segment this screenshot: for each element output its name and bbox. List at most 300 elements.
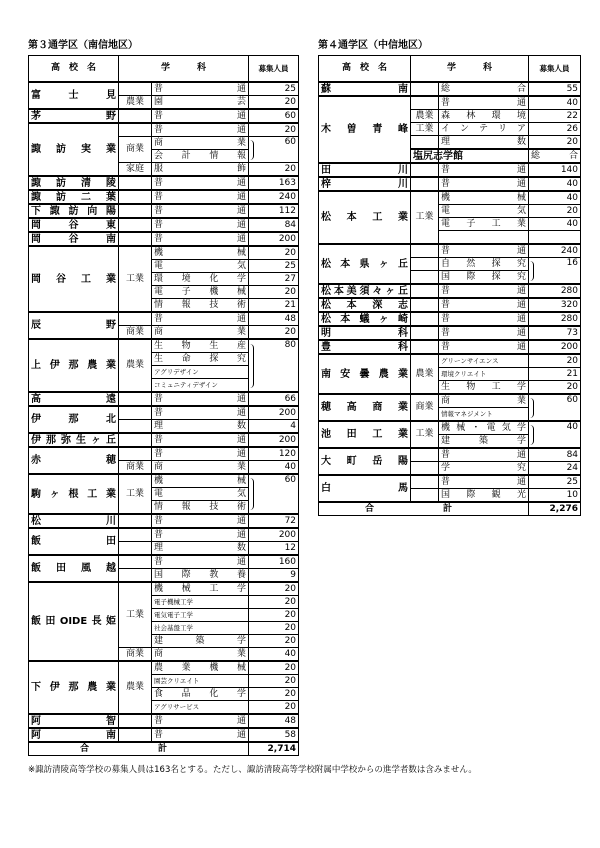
header-enrollment: 募集人員	[249, 56, 299, 83]
department-category: 農業	[119, 96, 152, 110]
enrollment-value: 120	[278, 448, 297, 459]
table-row	[319, 244, 581, 258]
subject-label: 商 業	[154, 648, 247, 659]
subject-name	[439, 462, 529, 476]
enrollment-value: 320	[560, 299, 579, 310]
department-category: 農業	[411, 354, 439, 394]
table-row	[29, 190, 299, 204]
subject-name	[152, 461, 249, 475]
subject-name	[439, 475, 529, 489]
total-row	[29, 742, 299, 756]
enrollment-count	[529, 354, 581, 368]
subject-label: 商 業	[154, 137, 247, 148]
subject-label: 普 通	[154, 313, 247, 324]
right-district-title: 第４通学区（中信地区）	[318, 40, 428, 51]
enrollment-count	[249, 433, 299, 447]
subject-label: 理 数	[441, 136, 527, 147]
enrollment-count	[249, 714, 299, 728]
department-category	[119, 433, 152, 447]
enrollment-count	[249, 447, 299, 461]
enrollment-count	[249, 312, 299, 326]
subject-label: 情報技術	[154, 501, 247, 512]
subject-name	[439, 421, 529, 435]
table-row	[319, 448, 581, 462]
table-row	[29, 728, 299, 742]
subject-name	[152, 582, 249, 596]
subject-label: 環境化学	[154, 273, 247, 284]
school-name: 松本蟻ヶ崎	[319, 312, 411, 326]
subject-label: 森林環境	[441, 110, 527, 121]
enrollment-value: 26	[566, 123, 579, 134]
school-name: 塩尻志学館	[411, 149, 439, 163]
subject-name	[439, 205, 529, 218]
subject-label: 普 通	[154, 529, 247, 540]
table-row	[29, 82, 299, 96]
subject-name	[439, 284, 529, 298]
enrollment-value: 40	[284, 461, 297, 472]
total-value: 2,276	[529, 502, 581, 516]
enrollment-count	[529, 448, 581, 462]
subject-name	[439, 340, 529, 354]
subject-label: 会計情報	[154, 150, 247, 161]
enrollment-value: 112	[278, 205, 297, 216]
department-category: 工業	[411, 123, 439, 136]
enrollment-count	[249, 246, 299, 260]
subject-name	[152, 96, 249, 110]
department-category	[119, 190, 152, 204]
subject-name	[152, 109, 249, 123]
enrollment-value: 200	[278, 434, 297, 445]
enrollment-value: 24	[566, 462, 579, 473]
department-category	[411, 82, 439, 96]
brace-mark	[529, 261, 534, 281]
enrollment-value: 40	[566, 422, 579, 432]
enrollment-value: 20	[284, 675, 297, 686]
enrollment-value: 20	[284, 583, 297, 594]
school-name: 梓川	[319, 177, 411, 191]
department-category	[411, 462, 439, 476]
enrollment-count	[529, 462, 581, 476]
table-row	[29, 109, 299, 123]
subject-label: 建 築 学	[441, 435, 527, 446]
table-row	[29, 661, 299, 675]
header-row	[29, 56, 299, 83]
enrollment-count	[249, 596, 299, 609]
subject-label: 生命探究	[154, 353, 247, 364]
enrollment-value: 27	[284, 273, 297, 284]
left-district-title: 第３通学区（南信地区）	[28, 40, 138, 51]
table-row	[29, 447, 299, 461]
enrollment-count	[249, 635, 299, 648]
left-district-table	[28, 55, 299, 756]
table-row	[319, 191, 581, 205]
table-row	[29, 555, 299, 569]
department-category	[411, 489, 439, 503]
table-row	[29, 339, 299, 353]
enrollment-count	[249, 339, 299, 392]
subject-name	[439, 489, 529, 503]
department-category: 家庭	[119, 163, 152, 177]
subject-name	[152, 609, 249, 622]
department-category	[119, 218, 152, 232]
department-category	[119, 109, 152, 123]
subject-label: 国際教養	[154, 569, 247, 580]
enrollment-value: 80	[284, 340, 297, 350]
right-district-table	[318, 55, 581, 516]
subject-label: 普 通	[154, 434, 247, 445]
brace-mark	[249, 344, 254, 388]
table-row	[319, 312, 581, 326]
subject-name	[152, 204, 249, 218]
enrollment-value: 20	[284, 247, 297, 258]
subject-label: 普 通	[154, 515, 247, 526]
department-category	[119, 514, 152, 528]
subject-label: 学 究	[441, 462, 527, 473]
table-row	[29, 582, 299, 596]
subject-name	[152, 339, 249, 353]
subject-name	[152, 137, 249, 150]
subject-label: 普 通	[154, 393, 247, 404]
school-name: 豊科	[319, 340, 411, 354]
subject-name	[152, 661, 249, 675]
subject-name	[152, 542, 249, 556]
school-name: 伊那北	[29, 406, 119, 433]
table-row	[319, 354, 581, 368]
subject-name	[152, 714, 249, 728]
subject-name	[152, 474, 249, 488]
enrollment-count	[529, 218, 581, 231]
table-row	[319, 96, 581, 110]
school-name: 松本工業	[319, 191, 411, 244]
subject-label: 普 通	[154, 83, 247, 94]
school-name: 赤穂	[29, 447, 119, 474]
enrollment-count	[529, 312, 581, 326]
department-category	[411, 177, 439, 191]
subject-name	[439, 218, 529, 231]
subject-label: 機械・電気学	[441, 422, 527, 433]
subject-label: アグリデザイン	[154, 367, 199, 376]
subject-name	[152, 622, 249, 635]
department-category: 工業	[119, 246, 152, 312]
subject-name	[439, 123, 529, 136]
enrollment-count	[249, 326, 299, 340]
enrollment-value: 240	[560, 245, 579, 256]
subject-name	[152, 218, 249, 232]
subject-name	[152, 150, 249, 163]
enrollment-value: 73	[566, 327, 579, 338]
subject-name	[152, 501, 249, 515]
subject-name	[152, 648, 249, 662]
subject-name	[439, 177, 529, 191]
department-category	[119, 204, 152, 218]
enrollment-count	[249, 190, 299, 204]
subject-label: 電 気	[441, 205, 527, 216]
school-name: 松川	[29, 514, 119, 528]
table-row	[319, 82, 581, 96]
school-name: 飯田	[29, 528, 119, 555]
department-category	[119, 82, 152, 96]
subject-label: グリーンサイエンス	[441, 356, 499, 365]
enrollment-value: 20	[284, 124, 297, 135]
subject-label: 生物生産	[154, 340, 247, 351]
subject-label: 普 通	[154, 124, 247, 135]
subject-name	[439, 191, 529, 205]
department-category: 農業	[119, 339, 152, 392]
subject-label: 農業機械	[154, 662, 247, 673]
subject-label: 普 通	[154, 556, 247, 567]
subject-label: 園芸クリエイト	[154, 676, 200, 685]
enrollment-count	[529, 326, 581, 340]
enrollment-count	[249, 82, 299, 96]
department-category	[119, 392, 152, 406]
enrollment-count	[249, 474, 299, 514]
school-name: 飯田OIDE長姫	[29, 582, 119, 661]
department-category: 商業	[119, 137, 152, 163]
enrollment-count	[249, 569, 299, 583]
subject-label: 商 業	[441, 395, 527, 406]
enrollment-count	[249, 514, 299, 528]
enrollment-count	[249, 420, 299, 434]
subject-label: 生物工学	[441, 381, 527, 392]
subject-name	[152, 299, 249, 313]
enrollment-value: 20	[284, 662, 297, 673]
subject-label: アグリサービス	[154, 702, 200, 711]
subject-name	[152, 675, 249, 688]
enrollment-count	[529, 340, 581, 354]
total-label: 合 計	[29, 742, 249, 756]
subject-label: 普 通	[154, 110, 247, 121]
subject-name	[439, 381, 529, 395]
enrollment-value: 21	[566, 368, 579, 379]
subject-label: 普 通	[154, 715, 247, 726]
enrollment-count	[529, 421, 581, 448]
enrollment-value: 200	[560, 341, 579, 352]
subject-name	[439, 231, 529, 245]
enrollment-value: 20	[284, 609, 297, 620]
brace-mark	[529, 398, 534, 418]
enrollment-count	[249, 688, 299, 701]
table-row	[319, 394, 581, 408]
subject-label: 国際観光	[441, 489, 527, 500]
brace-mark	[249, 140, 254, 160]
department-category	[119, 447, 152, 461]
subject-name	[439, 394, 529, 408]
subject-label: 園 芸	[154, 96, 247, 107]
subject-name	[152, 379, 249, 393]
department-category	[411, 340, 439, 354]
header-school: 高 校 名	[29, 56, 119, 83]
school-name: 蘇南	[319, 82, 411, 96]
subject-label: 普 通	[441, 313, 527, 324]
enrollment-value: 60	[284, 475, 297, 485]
subject-label: 自然探究	[441, 258, 527, 269]
enrollment-value: 20	[566, 205, 579, 216]
table-row	[29, 218, 299, 232]
enrollment-count	[529, 177, 581, 191]
enrollment-count	[249, 123, 299, 137]
school-name: 岡谷東	[29, 218, 119, 232]
enrollment-count	[529, 475, 581, 489]
school-name: 下諏訪向陽	[29, 204, 119, 218]
header-subject: 学 科	[119, 56, 249, 83]
table-row	[319, 421, 581, 435]
department-category: 工業	[411, 421, 439, 448]
department-category	[119, 420, 152, 434]
enrollment-count	[529, 244, 581, 258]
department-category	[119, 232, 152, 246]
subject-label: 電 気	[154, 260, 247, 271]
subject-name	[152, 260, 249, 273]
subject-name	[152, 326, 249, 340]
subject-label: 総 合	[531, 150, 579, 161]
table-row	[29, 474, 299, 488]
subject-label: 普 通	[154, 191, 247, 202]
school-name: 穂高商業	[319, 394, 411, 421]
department-category: 工業	[119, 474, 152, 514]
subject-label: 普 通	[154, 233, 247, 244]
school-name: 岡谷南	[29, 232, 119, 246]
subject-name	[152, 312, 249, 326]
enrollment-count	[249, 582, 299, 596]
enrollment-value: 200	[278, 233, 297, 244]
subject-label: 情報マネジメント	[441, 409, 493, 418]
department-category: 商業	[119, 648, 152, 662]
subject-name	[529, 149, 581, 163]
enrollment-value: 20	[284, 286, 297, 297]
subject-label: 国際探究	[441, 271, 527, 282]
subject-name	[439, 368, 529, 381]
enrollment-value: 20	[284, 96, 297, 107]
department-category: 工業	[119, 582, 152, 648]
subject-label: コミュニティデザイン	[154, 380, 218, 389]
department-category	[119, 542, 152, 556]
department-category	[411, 136, 439, 150]
department-category	[411, 271, 439, 285]
subject-name	[439, 258, 529, 271]
enrollment-value: 40	[566, 178, 579, 189]
enrollment-count	[249, 542, 299, 556]
table-row	[29, 232, 299, 246]
subject-label: 普 通	[441, 476, 527, 487]
school-name: 飯田風越	[29, 555, 119, 582]
subject-label: 普 通	[441, 449, 527, 460]
enrollment-count	[529, 284, 581, 298]
subject-label: 社会基盤工学	[154, 623, 193, 632]
subject-name	[439, 136, 529, 150]
subject-name	[152, 163, 249, 177]
subject-name	[152, 596, 249, 609]
enrollment-value: 58	[284, 729, 297, 740]
department-category	[411, 258, 439, 271]
school-name: 木曽青峰	[319, 96, 411, 163]
subject-label: 商 業	[154, 326, 247, 337]
enrollment-value: 25	[284, 260, 297, 271]
enrollment-count	[529, 231, 581, 245]
school-name: 岡谷工業	[29, 246, 119, 312]
subject-label: 電 気	[154, 488, 247, 499]
enrollment-value: 20	[566, 136, 579, 147]
subject-label: 普 通	[154, 729, 247, 740]
enrollment-count	[249, 701, 299, 715]
enrollment-count	[249, 461, 299, 475]
department-category	[119, 728, 152, 742]
subject-name	[152, 246, 249, 260]
department-category: 農業	[411, 110, 439, 123]
enrollment-value: 48	[284, 715, 297, 726]
department-category	[411, 448, 439, 462]
header-school: 高 校 名	[319, 56, 411, 83]
subject-name	[152, 123, 249, 137]
enrollment-count	[529, 191, 581, 205]
subject-label: 普 通	[441, 285, 527, 296]
table-row	[319, 298, 581, 312]
enrollment-count	[249, 109, 299, 123]
total-label: 合 計	[319, 502, 529, 516]
subject-label: 普 通	[154, 177, 247, 188]
enrollment-value: 10	[566, 489, 579, 500]
enrollment-value: 60	[284, 137, 297, 147]
enrollment-value: 240	[278, 191, 297, 202]
school-name: 南安曇農業	[319, 354, 411, 394]
school-name: 大町岳陽	[319, 448, 411, 475]
enrollment-count	[249, 218, 299, 232]
footnote: ※諏訪清陵高等学校の募集人員は163名とする。ただし、諏訪清陵高等学校附属中学校からの進学者数は含みません。	[28, 765, 477, 775]
enrollment-count	[249, 232, 299, 246]
enrollment-count	[249, 406, 299, 420]
enrollment-value: 84	[566, 449, 579, 460]
subject-label: 環境クリエイト	[441, 369, 487, 378]
enrollment-count	[249, 609, 299, 622]
subject-name	[152, 190, 249, 204]
table-row	[29, 123, 299, 137]
school-name: 諏訪二葉	[29, 190, 119, 204]
school-name: 松本深志	[319, 298, 411, 312]
enrollment-count	[529, 368, 581, 381]
department-category	[119, 123, 152, 137]
enrollment-value: 20	[566, 355, 579, 366]
enrollment-count	[249, 96, 299, 110]
school-name: 下伊那農業	[29, 661, 119, 714]
subject-name	[439, 82, 529, 96]
department-category	[411, 475, 439, 489]
enrollment-count	[249, 392, 299, 406]
enrollment-value: 20	[284, 688, 297, 699]
enrollment-count	[249, 204, 299, 218]
enrollment-value: 40	[566, 218, 579, 229]
department-category	[411, 312, 439, 326]
enrollment-value: 12	[284, 542, 297, 553]
department-category: 農業	[119, 661, 152, 714]
subject-label: 食品化学	[154, 688, 247, 699]
subject-name	[152, 286, 249, 299]
school-name: 高遠	[29, 392, 119, 406]
enrollment-count	[249, 728, 299, 742]
enrollment-count	[249, 176, 299, 190]
enrollment-value: 20	[284, 622, 297, 633]
enrollment-value: 4	[290, 420, 297, 431]
enrollment-count	[249, 555, 299, 569]
table-row	[29, 246, 299, 260]
subject-label: 機械工学	[154, 583, 247, 594]
enrollment-value: 48	[284, 313, 297, 324]
department-category	[119, 569, 152, 583]
subject-name	[152, 635, 249, 648]
enrollment-count	[529, 205, 581, 218]
subject-label: 普 通	[441, 327, 527, 338]
subject-name	[152, 176, 249, 190]
enrollment-count	[529, 298, 581, 312]
subject-name	[439, 271, 529, 285]
